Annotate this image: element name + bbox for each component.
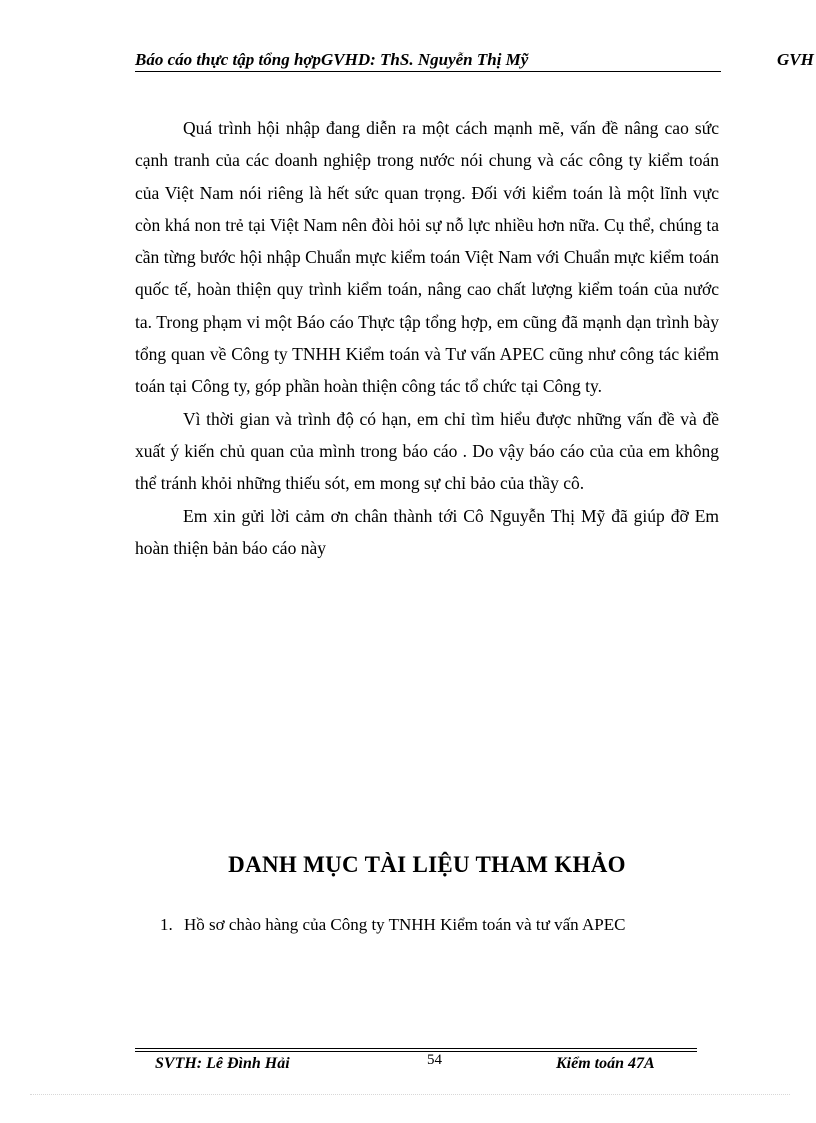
- paragraph-thanks: Em xin gửi lời cảm ơn chân thành tới Cô Nguyễn Thị Mỹ đã giúp đỡ Em hoàn thiện bản báo cáo này: [135, 505, 719, 558]
- paragraph-limitations: Vì thời gian và trình độ có hạn, em chỉ tìm hiểu được những vấn đề và đề xuất ý kiến chủ quan của mình trong báo cáo . Do vậy báo cáo của của em không thể tránh khỏi những thiếu sót, em mong sự chỉ bảo của thầy cô.: [135, 408, 719, 494]
- reference-number: 1.: [160, 915, 173, 934]
- footer-rule-top: [135, 1048, 697, 1049]
- body-text: [135, 112, 719, 564]
- page-number: 54: [427, 1052, 442, 1068]
- references-title: DANH MỤC TÀI LIỆU THAM KHẢO: [228, 852, 626, 877]
- reference-text: Hồ sơ chào hàng của Công ty TNHH Kiểm toán và tư vấn APEC: [184, 915, 626, 934]
- reference-item: [160, 915, 625, 935]
- footer-class: Kiểm toán 47A: [556, 1055, 655, 1072]
- header-rule: [135, 71, 721, 72]
- header-overflow-text: GVH: [777, 50, 814, 69]
- page-edge-divider: [30, 1094, 790, 1095]
- header-title: Báo cáo thực tập tổng hợpGVHD: ThS. Nguyễn Thị Mỹ: [135, 50, 529, 69]
- paragraph-intro: Quá trình hội nhập đang diễn ra một cách mạnh mẽ, vấn đề nâng cao sức cạnh tranh của các doanh nghiệp trong nước nói chung và các công ty kiểm toán của Việt Nam nói riêng là hết sức quan trọng. Đối với kiểm toán là một lĩnh vực còn khá non trẻ tại Việt Nam nên đòi hỏi sự nỗ lực nhiều hơn nữa. Cụ thể, chúng ta cần từng bước hội nhập Chuẩn mực kiểm toán Việt Nam với Chuẩn mực kiểm toán quốc tế, hoàn thiện quy trình kiểm toán, nâng cao chất lượng kiểm toán của nước ta. Trong phạm vi một Báo cáo Thực tập tổng hợp, em cũng đã mạnh dạn trình bày tổng quan về Công ty TNHH Kiểm toán và Tư vấn APEC cũng như công tác kiểm toán tại Công ty, góp phần hoàn thiện công tác tổ chức tại Công ty.: [135, 118, 719, 397]
- page-header: [135, 50, 816, 74]
- footer-rule-bottom: [135, 1051, 697, 1052]
- references-list: [160, 915, 625, 935]
- footer-student: SVTH: Lê Đình Hải: [155, 1055, 290, 1072]
